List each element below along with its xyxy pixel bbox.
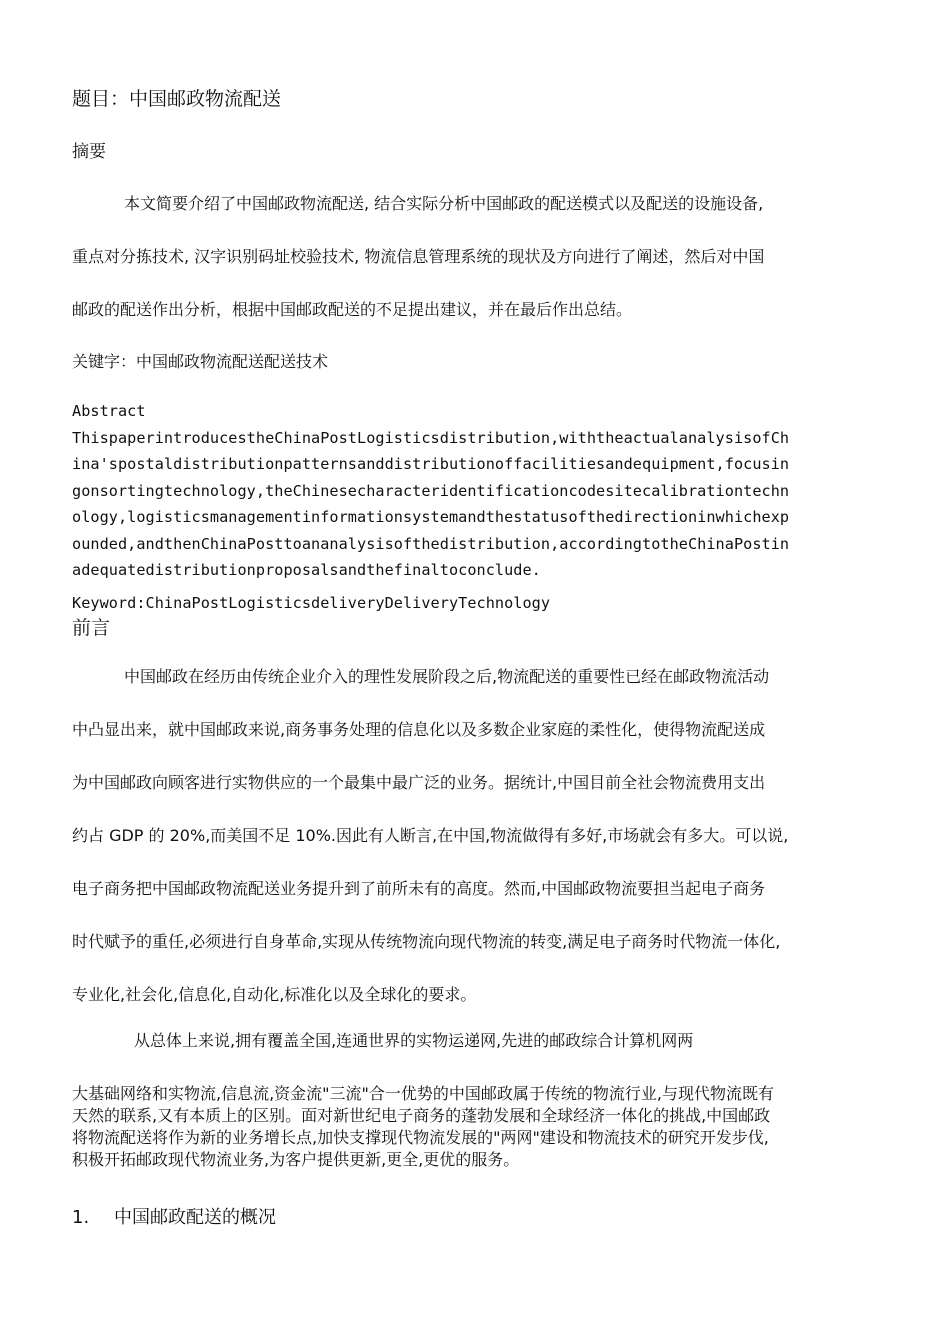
- preface-line: 为中国邮政向顾客进行实物供应的一个最集中最广泛的业务。据统计,中国目前全社会物流费用支出: [72, 773, 766, 792]
- abstract-zh-line: 邮政的配送作出分析，根据中国邮政配送的不足提出建议，并在最后作出总结。: [72, 300, 633, 319]
- keywords-en: Keyword:ChinaPostLogisticsdeliveryDeliveryTechnology: [72, 594, 551, 612]
- preface2-line: 大基础网络和实物流,信息流,资金流"三流"合一优势的中国邮政属于传统的物流行业,与现代物流既有: [72, 1084, 774, 1103]
- section-1-heading: [72, 1205, 276, 1231]
- preface-line: 时代赋予的重任,必须进行自身革命,实现从传统物流向现代物流的转变,满足电子商务时代物流一体化,: [72, 932, 781, 951]
- preface-line: 中凸显出来，就中国邮政来说,商务事务处理的信息化以及多数企业家庭的柔性化，使得物流配送成: [72, 720, 766, 739]
- abstract-en-line: ology,logisticsmanagementinformationsystemandthestatusofthedirectioninwhichexp: [72, 508, 790, 526]
- abstract-en-line: ina'spostaldistributionpatternsanddistributionoffacilitiesandequipment,focusin: [72, 455, 790, 473]
- abstract-en-heading: Abstract: [72, 402, 146, 420]
- abstract-en-block: [72, 398, 872, 584]
- abstract-en-line: ounded,andthenChinaPosttoananalysisofthedistribution,accordingtotheChinaPostin: [72, 534, 790, 553]
- section-title: 中国邮政配送的概况: [114, 1207, 276, 1228]
- preface2-line: 积极开拓邮政现代物流业务,为客户提供更新,更全,更优的服务。: [72, 1150, 520, 1169]
- preface-line: 电子商务把中国邮政物流配送业务提升到了前所未有的高度。然而,中国邮政物流要担当起电子商务: [72, 879, 766, 898]
- preface-paragraph: [72, 650, 872, 1021]
- abstract-en-line: ThispaperintroducestheChinaPostLogisticsdistribution,withtheactualanalysisofCh: [72, 428, 790, 447]
- paragraph-gap: [72, 1052, 774, 1083]
- abstract-en-line: gonsortingtechnology,theChinesecharacteridentificationcodesitecalibrationtechn: [72, 481, 790, 500]
- abstract-zh-line: 本文简要介绍了中国邮政物流配送, 结合实际分析中国邮政的配送模式以及配送的设施设备,: [124, 194, 764, 213]
- preface-paragraph-2: [72, 1030, 774, 1171]
- section-number: 1.: [72, 1207, 90, 1228]
- preface-line: 中国邮政在经历由传统企业介入的理性发展阶段之后,物流配送的重要性已经在邮政物流活动: [124, 667, 770, 686]
- abstract-heading: 摘要: [72, 142, 106, 162]
- preface2-first-line: 从总体上来说,拥有覆盖全国,连通世界的实物运递网,先进的邮政综合计算机网两: [134, 1031, 694, 1050]
- abstract-en-line: adequatedistributionproposalsandthefinaltoconclude.: [72, 561, 541, 579]
- preface-heading: 前言: [72, 617, 111, 639]
- preface-line: 约占 GDP 的 20%,而美国不足 10%.因此有人断言,在中国,物流做得有多好,市场就会有多大。可以说,: [72, 826, 789, 845]
- document-title: 题目：中国邮政物流配送: [72, 88, 282, 110]
- preface2-line: 将物流配送将作为新的业务增长点,加快支撑现代物流发展的"两网"建设和物流技术的研究开发步伐,: [72, 1128, 769, 1147]
- abstract-zh-line: 重点对分拣技术, 汉字识别码址校验技术, 物流信息管理系统的现状及方向进行了阐述，然后对中国: [72, 247, 765, 266]
- keywords-zh: 关键字：中国邮政物流配送配送技术: [72, 352, 329, 371]
- abstract-zh-paragraph: [72, 177, 872, 336]
- preface-line: 专业化,社会化,信息化,自动化,标准化以及全球化的要求。: [72, 985, 477, 1004]
- preface2-line: 天然的联系,又有本质上的区别。面对新世纪电子商务的蓬勃发展和全球经济一体化的挑战,中国邮政: [72, 1106, 771, 1125]
